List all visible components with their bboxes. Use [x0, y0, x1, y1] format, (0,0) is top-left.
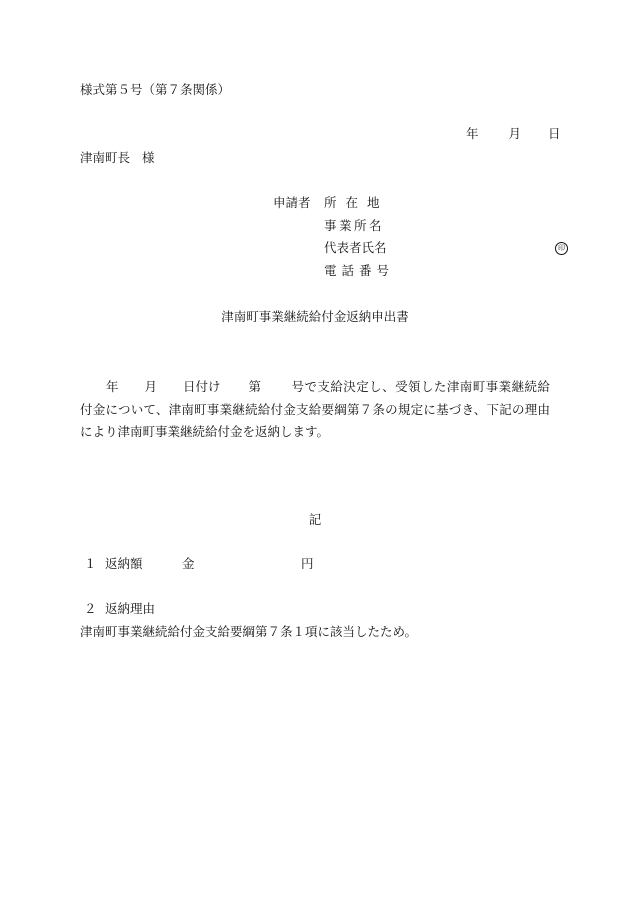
date-day: 日	[548, 126, 561, 141]
address-label: 所在地	[324, 195, 389, 210]
ki-heading: 記	[308, 512, 322, 527]
date-year: 年	[466, 126, 479, 141]
addressee	[80, 152, 155, 165]
applicant-label: 申請者	[273, 195, 311, 210]
form-number: 様式第５号（第７条関係）	[80, 82, 231, 97]
document-title: 津南町事業継続給付金返納申出書	[221, 309, 409, 324]
seal-mark: 印	[555, 242, 568, 255]
body-main-text: 号で支給決定し、受領した津南町事業継続給付金について、津南町事業継続給付金支給要綱第７条の規定に基づき、下記の理由により津南町事業継続給付金を返納します。	[80, 379, 550, 439]
date-line	[466, 128, 561, 141]
item-number: ２	[84, 601, 97, 616]
body-dai: 第	[248, 379, 262, 394]
body-month: 月	[144, 379, 158, 394]
item-label: 返納理由	[105, 601, 156, 616]
item-refund-reason	[84, 603, 155, 616]
office-name-label: 事業所名	[324, 218, 385, 233]
item-label: 返納額	[105, 556, 143, 571]
item-refund-amount	[84, 558, 314, 571]
body-day: 日付け	[183, 379, 221, 394]
currency-unit: 円	[301, 556, 314, 571]
body-paragraph	[80, 376, 550, 444]
representative-label: 代表者氏名	[324, 240, 387, 255]
date-month: 月	[508, 126, 522, 141]
addressee-name: 津南町長	[80, 150, 131, 165]
addressee-honorific: 様	[142, 150, 155, 165]
phone-label: 電話番号	[324, 263, 395, 278]
body-year: 年	[106, 379, 119, 394]
currency-prefix: 金	[182, 556, 195, 571]
item-number: １	[84, 556, 97, 571]
refund-reason-text: 津南町事業継続給付金支給要綱第７条１項に該当したため。	[80, 624, 418, 639]
